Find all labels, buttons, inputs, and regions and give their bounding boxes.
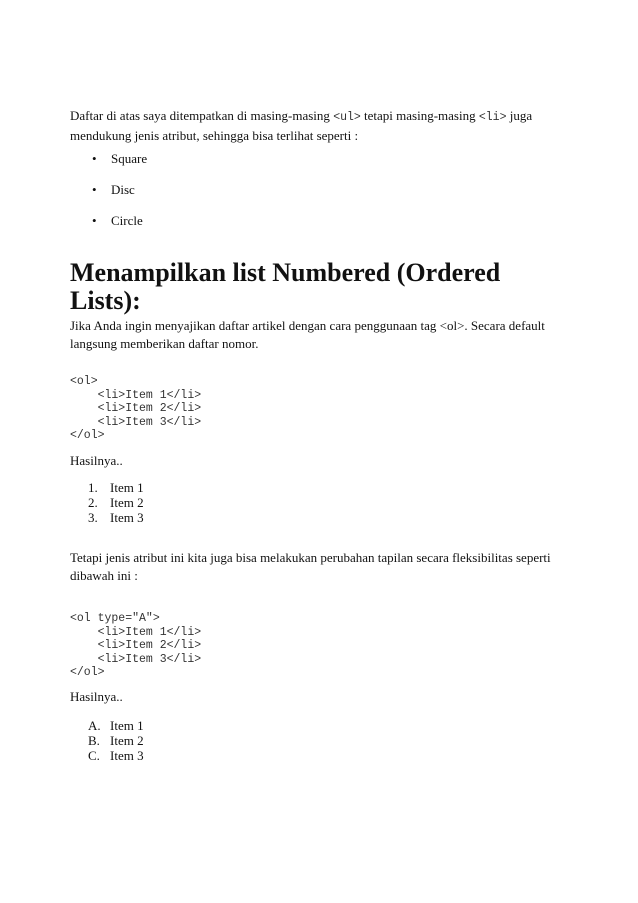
numbered-list — [70, 480, 144, 525]
intro-text-3: juga mendukung jenis atribut, sehingga bisa terlihat seperti : — [70, 108, 533, 143]
code-block-ol: <ol> <li>Item 1</li> <li>Item 2</li> <li>Item 3</li> </ol> — [70, 375, 202, 442]
li-tag-code: <li> — [478, 111, 507, 124]
bullet-marker: • — [92, 213, 97, 228]
list-marker: A. — [88, 718, 101, 733]
list-item — [70, 718, 144, 733]
list-item-label: Item 1 — [110, 718, 144, 733]
list-marker: C. — [88, 748, 100, 763]
result-label: Hasilnya.. — [70, 453, 123, 468]
intro-paragraph — [70, 107, 570, 145]
bullet-marker: • — [92, 151, 97, 166]
list-marker: 3. — [88, 510, 98, 525]
list-marker: 2. — [88, 495, 98, 510]
list-item — [70, 480, 144, 495]
list-item — [70, 150, 147, 181]
list-item-label: Square — [111, 151, 148, 166]
list-item — [70, 212, 147, 243]
list-item — [70, 510, 144, 525]
list-item-label: Disc — [111, 182, 135, 197]
list-item — [70, 733, 144, 748]
list-item — [70, 181, 147, 212]
list-item — [70, 748, 144, 763]
ol-intro-paragraph: Jika Anda ingin menyajikan daftar artikel dengan cara penggunaan tag <ol>. Secara default langsung memberikan daftar nomor. — [70, 318, 545, 351]
section-heading: Menampilkan list Numbered (Ordered Lists): — [70, 258, 501, 315]
list-item-label: Item 2 — [110, 733, 144, 748]
list-item-label: Item 3 — [110, 510, 144, 525]
result-label: Hasilnya.. — [70, 689, 123, 704]
list-item-label: Item 1 — [110, 480, 144, 495]
intro-text-1: Daftar di atas saya ditempatkan di masing-masing — [70, 108, 334, 123]
code-block-ol-type-a: <ol type="A"> <li>Item 1</li> <li>Item 2</li> <li>Item 3</li> </ol> — [70, 612, 202, 679]
list-item-label: Circle — [111, 213, 143, 228]
ul-tag-code: <ul> — [333, 111, 361, 124]
bullet-marker: • — [92, 182, 97, 197]
list-item-label: Item 3 — [110, 748, 144, 763]
bullet-list — [70, 150, 147, 243]
list-item — [70, 495, 144, 510]
intro-text-2: tetapi masing-masing — [360, 108, 479, 123]
list-marker: 1. — [88, 480, 98, 495]
lettered-list — [70, 718, 144, 763]
list-item-label: Item 2 — [110, 495, 144, 510]
type-attribute-paragraph: Tetapi jenis atribut ini kita juga bisa melakukan perubahan tapilan secara fleksibilitas seperti dibawah ini : — [70, 550, 551, 583]
list-marker: B. — [88, 733, 100, 748]
